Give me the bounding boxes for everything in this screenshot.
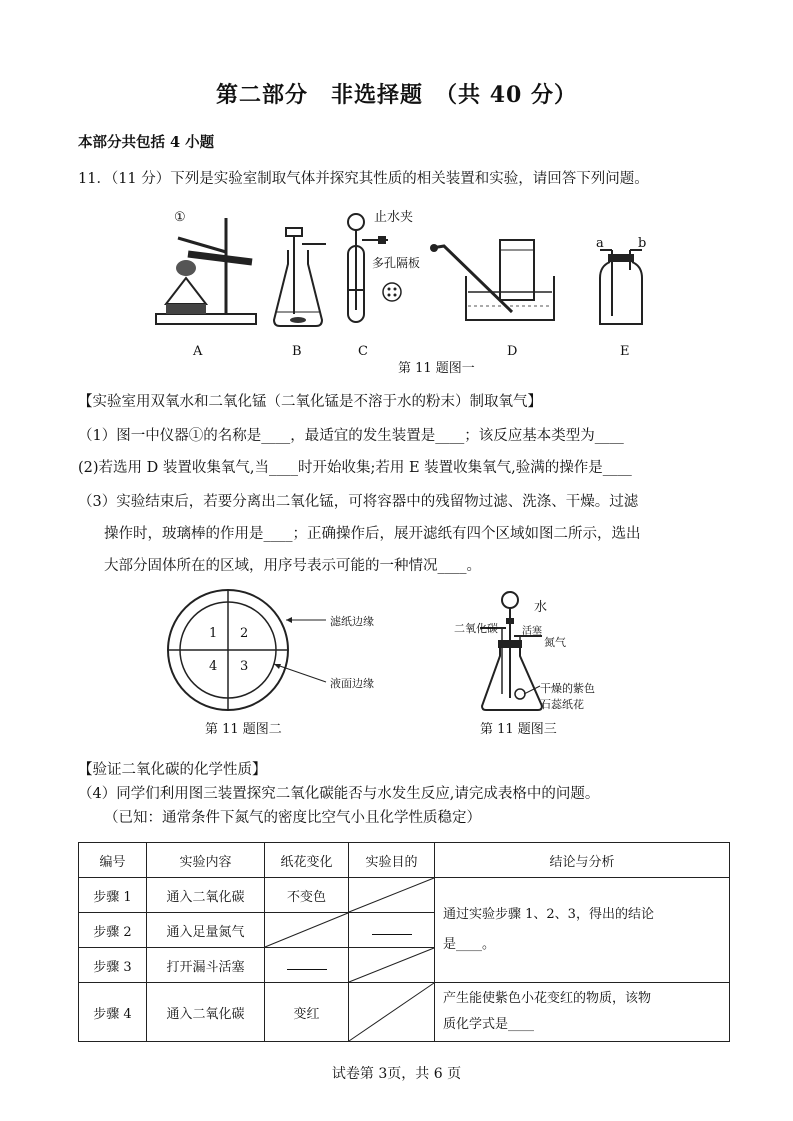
header-content: 实验内容 <box>147 843 265 878</box>
experiment-table <box>78 842 730 1042</box>
question-11-1: （1）图一中仪器①的名称是____，最适宜的发生装置是____；该反应基本类型为____ <box>78 428 624 444</box>
header-conclusion: 结论与分析 <box>435 843 730 878</box>
question-11-2: (2)若选用 D 装置收集氧气,当____时开始收集;若用 E 装置收集氧气,验满的操作是____ <box>78 460 632 476</box>
label-litmus-flower: 石蕊纸花 <box>540 698 584 711</box>
question-11-4-line2: （已知：通常条件下氮气的密度比空气小且化学性质稳定） <box>104 810 481 826</box>
question-11-3-line3: 大部分固体所在的区域，用序号表示可能的一种情况____。 <box>104 558 481 574</box>
conclusion-steps-1-3 <box>435 878 730 983</box>
label-port-b: b <box>638 236 647 251</box>
step-change: 变红 <box>265 983 349 1042</box>
page-title: 第二部分 非选择题 （共 40 分） <box>216 82 577 108</box>
question-11-3-line1: （3）实验结束后，若要分离出二氧化锰，可将容器中的残留物过滤、洗涤、干燥。过滤 <box>78 494 639 510</box>
step-number: 步骤 3 <box>79 948 147 983</box>
conclusion-step-4 <box>435 983 730 1042</box>
label-porous-plate: 多孔隔板 <box>372 256 421 270</box>
step-number: 步骤 1 <box>79 878 147 913</box>
filter-paper-drawing <box>160 588 390 713</box>
label-apparatus-B: B <box>292 344 302 359</box>
label-apparatus-A: A <box>193 344 203 359</box>
label-port-a: a <box>596 236 604 251</box>
apparatus-B-drawing <box>268 224 328 334</box>
table-header-row <box>79 843 730 878</box>
purpose-struck-cell <box>349 878 435 913</box>
apparatus-A-drawing <box>148 208 268 333</box>
label-apparatus-E: E <box>620 344 630 359</box>
label-water: 水 <box>534 600 548 615</box>
page-footer: 试卷第 3页，共 6 页 <box>331 1066 462 1082</box>
label-liquid-edge: 液面边缘 <box>330 677 374 690</box>
label-water-clamp: 止水夹 <box>374 210 414 225</box>
step-change: 不变色 <box>265 878 349 913</box>
question-11-3-line2: 操作时，玻璃棒的作用是____；正确操作后，展开滤纸有四个区域如图二所示，选出 <box>104 526 641 542</box>
header-change: 纸花变化 <box>265 843 349 878</box>
label-dry-purple: 干燥的紫色 <box>540 682 595 695</box>
step-content: 通入二氧化碳 <box>147 878 265 913</box>
header-number: 编号 <box>79 843 147 878</box>
figure-2-caption: 第 11 题图二 <box>205 722 282 737</box>
conclusion-text-a: 产生能使紫色小花变红的物质，该物 <box>443 991 652 1006</box>
figure-3-caption: 第 11 题图三 <box>480 722 557 737</box>
section-note: 本部分共包括 4 小题 <box>78 134 215 151</box>
table-row <box>79 878 730 913</box>
step-number: 步骤 4 <box>79 983 147 1042</box>
label-paper-edge: 滤纸边缘 <box>330 615 374 628</box>
question-11-4-line1: （4）同学们利用图三装置探究二氧化碳能否与水发生反应,请完成表格中的问题。 <box>78 786 600 802</box>
filter-region-1: 1 <box>209 626 218 641</box>
label-nitrogen: 氮气 <box>544 636 566 649</box>
purpose-struck-cell <box>349 983 435 1042</box>
step-number: 步骤 2 <box>79 913 147 948</box>
conclusion-text-b: 是____。 <box>443 937 496 952</box>
table-row <box>79 983 730 1042</box>
step-content: 打开漏斗活塞 <box>147 948 265 983</box>
part-1-header: 【实验室用双氧水和二氧化锰（二氧化锰是不溶于水的粉末）制取氧气】 <box>78 394 542 410</box>
filter-region-4: 4 <box>209 659 218 674</box>
apparatus-D-drawing <box>428 236 558 326</box>
answer-blank[interactable] <box>372 922 412 935</box>
header-purpose: 实验目的 <box>349 843 435 878</box>
label-apparatus-C: C <box>358 344 368 359</box>
purpose-answer-blank[interactable] <box>349 913 435 948</box>
step-content: 通入足量氮气 <box>147 913 265 948</box>
apparatus-E-drawing <box>596 240 646 330</box>
figure-1-caption: 第 11 题图一 <box>398 361 475 376</box>
conclusion-text-b: 质化学式是____ <box>443 1017 535 1032</box>
label-co2-inlet: 二氧化碳 <box>454 622 498 635</box>
label-stopcock: 活塞 <box>522 626 542 637</box>
filter-region-2: 2 <box>240 626 249 641</box>
conclusion-text-a: 通过实验步骤 1、2、3，得出的结论 <box>443 907 654 922</box>
label-instrument-1: ① <box>174 210 186 225</box>
change-struck-cell <box>265 913 349 948</box>
filter-region-3: 3 <box>240 659 249 674</box>
answer-blank[interactable] <box>287 957 327 970</box>
label-apparatus-D: D <box>507 344 518 359</box>
question-11-stem: 11．（11 分）下列是实验室制取气体并探究其性质的相关装置和实验，请回答下列问题。 <box>78 171 649 187</box>
step-content: 通入二氧化碳 <box>147 983 265 1042</box>
change-answer-blank[interactable] <box>265 948 349 983</box>
purpose-struck-cell <box>349 948 435 983</box>
part-2-header: 【验证二氧化碳的化学性质】 <box>78 762 267 778</box>
